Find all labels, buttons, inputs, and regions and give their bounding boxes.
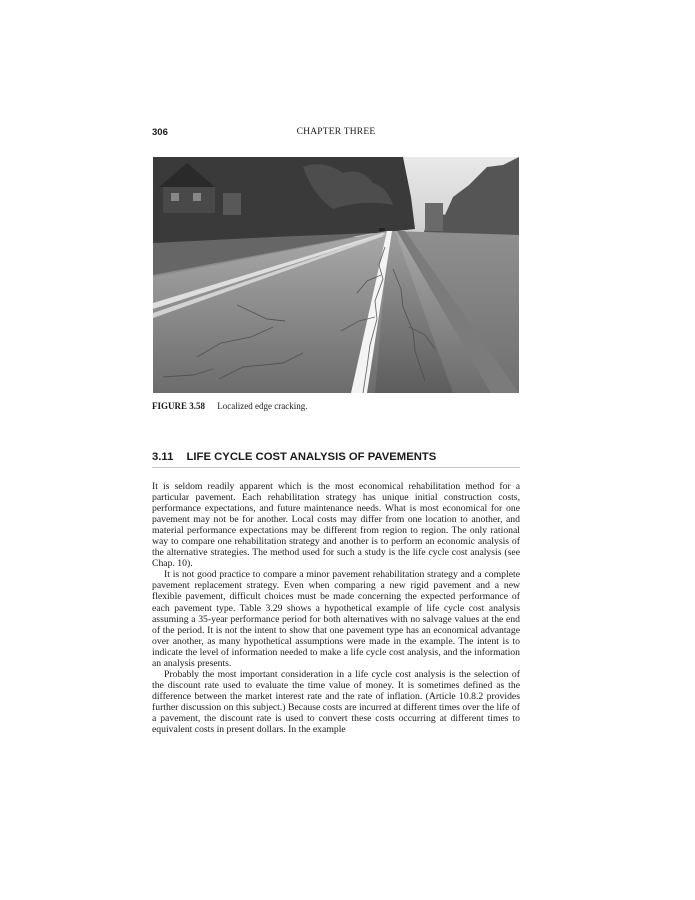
page-number: 306 <box>152 127 168 138</box>
section-heading <box>152 451 520 468</box>
distant-car <box>379 228 385 231</box>
paragraph: It is seldom readily apparent which is the most economical rehabilitation method for a particular pavement. Each rehabilitation strategy has unique initial construction costs, performance expectations, and future maintenance needs. What is most economical for one pavement may not be for another. Local costs may differ from one location to another, and material performance expectations may be different from region to region. The only rational way to compare one rehabilitation strategy and another is to perform an economic analysis of the alternative strategies. The method used for such a study is the life cycle cost analysis (see Chap. 10). <box>152 481 520 570</box>
running-head: CHAPTER THREE <box>296 127 376 137</box>
distant-building <box>425 203 443 231</box>
figure-label: FIGURE 3.58 <box>152 401 206 411</box>
figure-caption <box>152 401 307 411</box>
section-title: LIFE CYCLE COST ANALYSIS OF PAVEMENTS <box>186 451 437 463</box>
paragraph: It is not good practice to compare a minor pavement rehabilitation strategy and a complete pavement replacement strategy. Even when comparing a new rigid pavement and a new flexible pavement, difficult choices must be made concerning the expected performance of each pavement type. Table 3.29 shows a hypothetical example of life cycle cost analysis assuming a 35-year performance period for both alternatives with no salvage values at the end of the period. It is not the intent to show that one pavement type has an economical advantage over another, as many hypothetical assumptions were made in the example. The intent is to indicate the level of information needed to make a life cycle cost analysis, and the information an analysis presents. <box>152 569 520 669</box>
figure-caption-text: Localized edge cracking. <box>217 401 308 411</box>
section-number: 3.11 <box>152 451 174 463</box>
paragraph: Probably the most important consideration in a life cycle cost analysis is the selection of the discount rate used to evaluate the time value of money. It is sometimes defined as the difference between the market interest rate and the rate of inflation. (Article 10.8.2 provides further discussion on this subject.) Because costs are incurred at different times over the life of a pavement, the discount rate is used to convert these costs occurring at different times to equivalent costs in present dollars. In the example <box>152 668 520 736</box>
page-header <box>152 127 520 141</box>
figure-photo <box>153 157 519 393</box>
body-text <box>152 481 520 735</box>
